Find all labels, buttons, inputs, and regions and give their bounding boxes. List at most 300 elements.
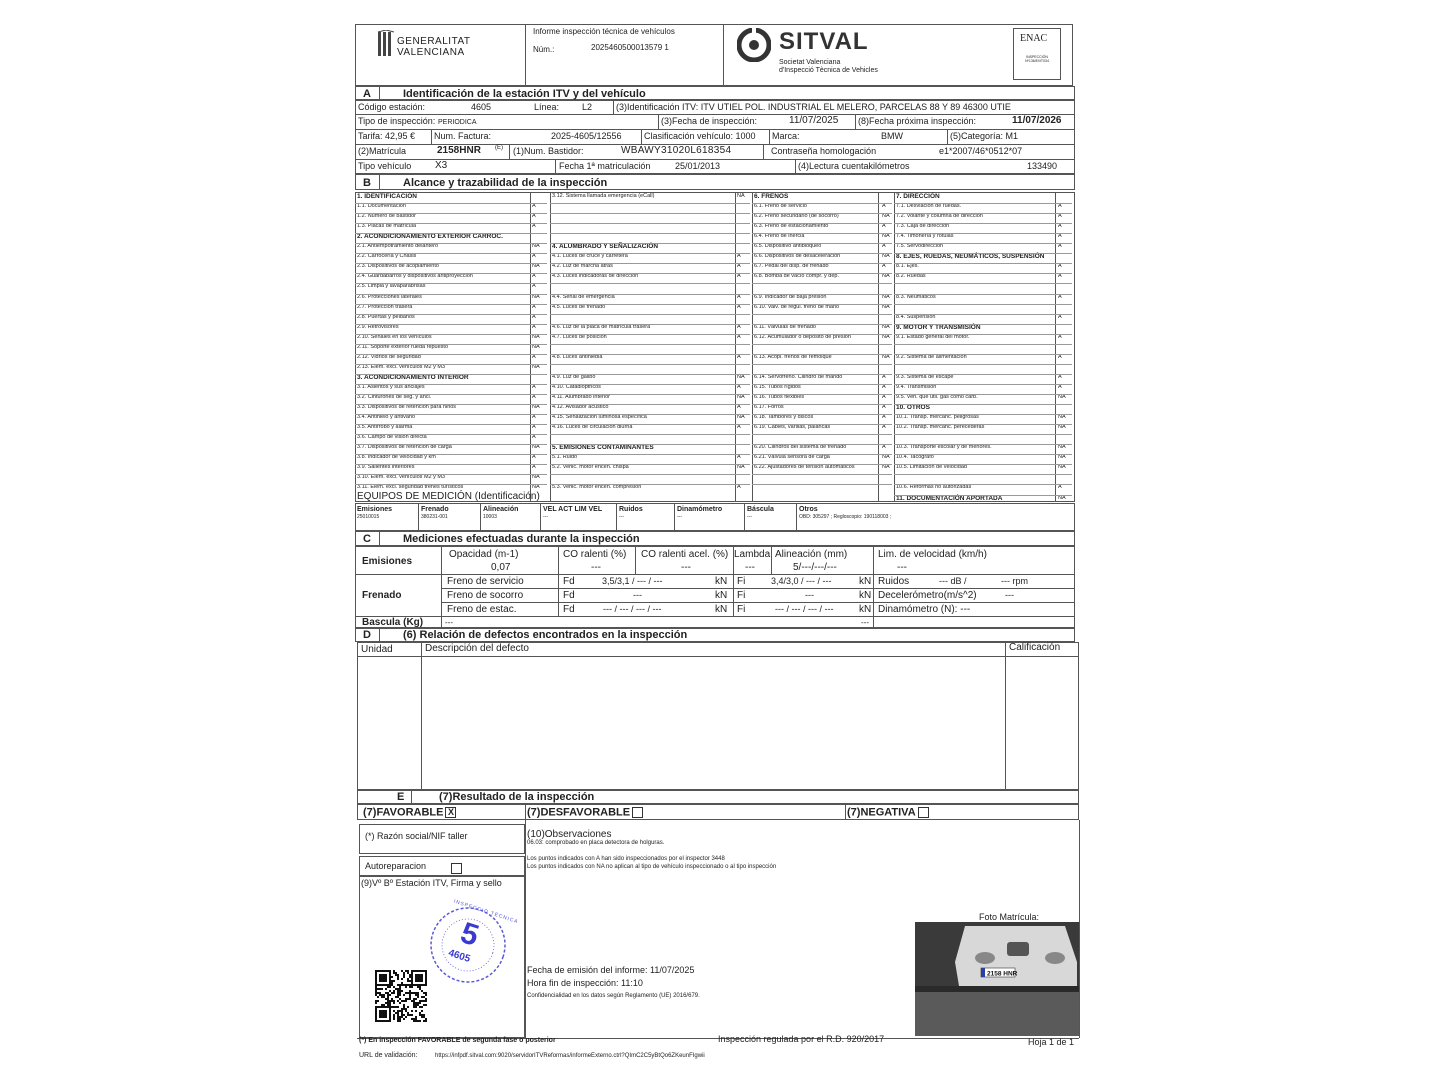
url-validacion-value[interactable]: https://infpdf.sitval.com:9020/servidorITVReformas/informeExterno.ctrl?QImC2C5yBtQo6ZKeunFIgwii: [435, 1053, 705, 1059]
checklist-item-label: 11. DOCUMENTACIÓN APORTADA: [896, 494, 1003, 502]
checklist-item-result: A: [1058, 233, 1062, 240]
checklist-item-result: A: [882, 404, 886, 411]
checklist-item-result: A: [1058, 383, 1062, 390]
checklist-item-label: 7.5. Servodirección: [896, 243, 944, 250]
checklist-item-label: 8. EJES, RUEDAS, NEUMÁTICOS, SUSPENSIÓN: [896, 253, 1045, 261]
checklist-item-result: NA: [532, 343, 540, 350]
tipo-inspeccion-value: PERIODICA: [438, 119, 477, 126]
checklist-item-label: 4.4. Señal de emergencia: [552, 293, 615, 300]
freno-servicio-fi: 3,4/3,0 / --- / ---: [771, 576, 832, 586]
checklist-item: [357, 365, 549, 371]
checklist-item: [754, 254, 894, 260]
checklist-item-label: 3.1. Asientos y sus anclajes: [357, 383, 425, 390]
checklist-item: [896, 485, 1074, 491]
checklist-item-label: 3.7. Dispositivos de retención de carga: [357, 444, 452, 451]
checklist-item: [552, 325, 752, 331]
checklist-item-result: NA: [1058, 394, 1066, 400]
checklist-item-result: NA: [1058, 454, 1066, 461]
sitval-logo-icon: [737, 28, 771, 67]
checklist-item-result: A: [532, 273, 536, 280]
checklist-item-label: 6.22. Ajustadores de tensión automáticos: [754, 464, 855, 471]
equipo-label: Frenado: [421, 506, 449, 513]
checklist-item-result: A: [532, 394, 536, 400]
checklist-item: [896, 405, 1074, 412]
checklist-item: [896, 214, 1074, 220]
frenado-label: Frenado: [362, 590, 402, 601]
checklist-item-label: 6.7. Pedal del disp. de frenado: [754, 263, 829, 270]
tipo-vehiculo-label: Tipo vehículo: [358, 161, 412, 171]
checklist-item: [896, 455, 1074, 461]
co-acel-label: CO ralenti acel. (%): [641, 549, 729, 560]
checklist-item-label: 1.1. Documentación: [357, 203, 406, 210]
checklist-item-label: 7.1. Desviación de ruedas.: [896, 203, 962, 210]
contrasena-homologacion-value: e1*2007/46*0512*07: [939, 146, 1023, 156]
checklist-item-label: 2.10. Señales en los vehículos: [357, 333, 432, 340]
checklist-item-label: 4.8. Luces antiniebla: [552, 353, 603, 360]
tarifa: Tarifa: 42,95 €: [358, 131, 416, 141]
checklist-item-label: 4.2. Luz de marcha atrás: [552, 263, 613, 270]
negativa-option[interactable]: [847, 807, 929, 818]
checklist-item: [896, 254, 1074, 261]
equipo-value: ---: [543, 514, 548, 520]
checklist-item: [896, 325, 1074, 332]
checklist-item-label: 4. ALUMBRADO Y SEÑALIZACIÓN: [552, 243, 659, 251]
checklist-item-label: 8.3. Neumáticos: [896, 293, 936, 300]
checklist-item-result: A: [1058, 333, 1062, 340]
fd-label-2: Fd: [563, 590, 575, 601]
checklist-item-label: 2.11. Soporte exterior rueda repuesto: [357, 343, 449, 350]
desfavorable-label: (7)DESFAVORABLE: [527, 806, 631, 819]
contrasena-homologacion-label: Contraseña homologación: [771, 146, 877, 156]
checklist-item: [754, 224, 894, 230]
checklist-item-label: 9.3. Sistema de escape: [896, 373, 954, 380]
checklist-item-label: 4.7. Luces de posición: [552, 333, 607, 340]
checklist-item-result: NA: [737, 414, 745, 421]
checklist-item: [357, 455, 549, 461]
enac-sub: INSPECCIÓN Nº136/EI/IT034: [1025, 55, 1049, 63]
checklist-item: [896, 385, 1074, 391]
checklist-item-label: 3.11. Elem. excl. seguridad trenes turísticos: [357, 484, 464, 491]
checklist-item-label: 4.10. Catadióptricos: [552, 383, 601, 390]
checklist-item: [754, 234, 894, 240]
razon-social-label: (*) Razón social/NIF taller: [365, 831, 468, 841]
checklist-item: [754, 425, 894, 431]
checklist-item: [754, 204, 894, 210]
checklist-item-result: A: [882, 444, 886, 451]
checklist-item-result: NA: [882, 213, 890, 220]
vehicle-photo: [915, 922, 1079, 1036]
checklist-item-result: A: [532, 303, 536, 310]
checklist-item-label: 6.11. Válvulas de frenado: [754, 323, 816, 330]
checklist-item-result: NA: [882, 454, 890, 461]
checklist-item: [552, 254, 752, 260]
checklist-item-result: A: [882, 263, 886, 270]
favorable-option[interactable]: [363, 807, 456, 818]
checklist-item-label: 6.10. Valv. de regul. freno de mano: [754, 303, 840, 310]
checklist-item-result: A: [532, 223, 536, 230]
checklist-item-result: NA: [737, 394, 745, 400]
checklist-item-label: 9.5. Veh. que util. gas como carb.: [896, 394, 978, 400]
checklist-item: [754, 355, 894, 361]
equipo-label: Emisiones: [357, 506, 393, 513]
checklist-item-label: 4.9. Luz de gálibo: [552, 373, 596, 380]
num-value: 2025460500013579 1: [591, 43, 669, 52]
equipo-value: 380231-001: [421, 514, 448, 520]
checklist-item: [754, 455, 894, 461]
checklist-item-result: NA: [532, 404, 540, 411]
fecha-inspeccion-value: 11/07/2025: [789, 115, 839, 126]
opacidad-label: Opacidad (m-1): [449, 549, 519, 560]
checklist-item-label: 9.1. Estado general del motor.: [896, 333, 970, 340]
checklist-item-label: 2.3. Dispositivos de acoplamiento: [357, 263, 439, 270]
checklist-item: [552, 445, 752, 452]
matricula-label: (2)Matrícula: [358, 146, 407, 156]
checklist-item-label: 10.6. Reformas no autorizadas: [896, 484, 972, 491]
confidencialidad: Confidencialidad en los datos según Reglamento (UE) 2016/679.: [527, 993, 700, 999]
checklist-item-result: A: [737, 404, 741, 411]
fecha-matriculacion-value: 25/01/2013: [675, 161, 721, 171]
checklist-item: [552, 194, 752, 200]
checklist-item: [896, 425, 1074, 431]
tipo-vehiculo-value: X3: [435, 160, 448, 171]
checklist-item-label: 4.5. Luces de frenado: [552, 303, 606, 310]
checklist-item: [754, 405, 894, 411]
checklist-item-result: A: [532, 283, 536, 290]
checklist-item: [357, 295, 549, 301]
checklist-item-label: 10.4. Tacógrafo: [896, 454, 934, 461]
checklist-item-label: 6.18. Tambores y discos: [754, 414, 814, 421]
vobo-label: (9)Vº Bº Estación ITV, Firma y sello: [361, 878, 502, 888]
checklist-item-result: NA: [1058, 444, 1066, 451]
checklist-item-result: A: [737, 333, 741, 340]
enac-label: ENAC: [1020, 33, 1048, 44]
checklist-item: [896, 264, 1074, 270]
checklist-item-label: 2.7. Protección trasera: [357, 303, 413, 310]
marca-value: BMW: [881, 131, 903, 141]
checklist-item-result: A: [882, 394, 886, 400]
checklist-item-label: 8.4. Suspensión: [896, 313, 936, 320]
checklist-item-result: A: [882, 373, 886, 380]
kn-label-2: kN: [859, 576, 872, 587]
stamp-text: INSPECCIÓ TÈCNICA: [452, 898, 520, 926]
checklist-item-result: A: [882, 424, 886, 431]
checklist-item-label: 6.16. Tubos flexibles: [754, 394, 805, 400]
sitval-sub1: Societat Valenciana: [779, 59, 841, 66]
checklist-item-label: 10. OTROS: [896, 404, 930, 412]
checklist-item-result: A: [1058, 313, 1062, 320]
checklist-item: [754, 274, 894, 280]
checklist-item-label: 6.2. Freno secundario (de socorro): [754, 213, 839, 220]
bascula-label: Bascula (Kg): [362, 617, 424, 628]
section-a-title: Identificación de la estación ITV y del vehículo: [403, 88, 646, 100]
checklist-item-label: 5.2. Vehic. motor encen. chispa: [552, 464, 629, 471]
checklist-item-result: NA: [532, 363, 540, 370]
checklist-item: [357, 315, 549, 321]
checklist-item-result: NA: [532, 293, 540, 300]
checklist-item: [357, 254, 549, 260]
checklist-item-result: A: [737, 353, 741, 360]
checklist-item-label: 6.13. Acopl. frenos de remolque: [754, 353, 832, 360]
checklist-item-label: 4.12. Avisador acústico: [552, 404, 609, 411]
checklist-item-result: A: [1058, 243, 1062, 250]
checklist-item-label: 6.1. Freno de servicio: [754, 203, 807, 210]
hora-fin-inspeccion: Hora fin de inspección: 11:10: [527, 978, 643, 988]
checklist-item-result: A: [532, 383, 536, 390]
checklist-item-result: NA: [882, 464, 890, 471]
checklist-item-label: 6.8. Bomba de vacío compr. y dep.: [754, 273, 839, 280]
desfavorable-option[interactable]: [527, 807, 643, 818]
checklist-item-label: 4.3. Luces indicadoras de dirección: [552, 273, 639, 280]
clasificacion-vehiculo: Clasificación vehículo: 1000: [644, 131, 756, 141]
checklist-item-label: 1.3. Placas de matrícula: [357, 223, 417, 230]
codigo-estacion-label: Código estación:: [358, 102, 426, 112]
checklist-item-result: NA: [737, 193, 745, 199]
regulada-text: Inspección regulada por el R.D. 920/2017: [718, 1034, 885, 1044]
section-b-title: Alcance y trazabilidad de la inspección: [403, 177, 608, 189]
section-c-title: Mediciones efectuadas durante la inspección: [403, 533, 640, 545]
checklist-item: [754, 244, 894, 250]
tipo-inspeccion-label: Tipo de inspección:: [358, 116, 436, 126]
matricula-value: 2158HNR: [437, 145, 481, 156]
checklist-item-label: 2.13. Elem. excl. vehículos M2 y M3: [357, 363, 446, 370]
checklist-item-label: 5.3. Vehic. motor encen. compresión: [552, 484, 642, 491]
checklist-item-label: 8.2. Ruedas: [896, 273, 926, 280]
fi-label-1: Fi: [737, 576, 746, 587]
checklist-item: [754, 445, 894, 451]
checklist-item: [357, 375, 549, 382]
co-ralenti-value: ---: [591, 562, 601, 573]
checklist-item: [552, 355, 752, 361]
checklist-item-result: A: [532, 464, 536, 471]
section-c-letter: C: [363, 533, 371, 545]
fecha-emision: Fecha de emisión del informe: 11/07/2025: [527, 965, 695, 975]
checklist-item: [357, 194, 549, 201]
lim-velocidad-label: Lim. de velocidad (km/h): [878, 549, 987, 560]
checklist-item-result: NA: [737, 373, 745, 380]
checklist-item-label: 6.6. Dispositivos de desaceleración: [754, 253, 841, 260]
checklist-item-result: A: [532, 353, 536, 360]
inspection-report-page: [345, 8, 1085, 1070]
descripcion-header: Descripción del defecto: [425, 643, 529, 654]
desfavorable-checkbox[interactable]: [632, 807, 643, 818]
ruidos-db: --- dB /: [939, 576, 967, 586]
checklist-item-label: 6. FRENOS: [754, 193, 789, 200]
checklist-item-label: 3.4. Antihielo y antivaho: [357, 414, 416, 421]
checklist-item-label: 7.3. Caja de dirección: [896, 223, 950, 230]
sitval-name: SITVAL: [779, 28, 869, 55]
checklist-item: [896, 465, 1074, 471]
section-e-title: (7)Resultado de la inspección: [439, 791, 595, 803]
footer-note: (*) En inspección FAVORABLE de segunda fase o posterior: [359, 1037, 556, 1044]
checklist-item: [754, 395, 894, 401]
checklist-item: [357, 305, 549, 311]
equipo-label: VEL ACT LIM VEL: [543, 506, 603, 513]
checklist-item-result: A: [737, 263, 741, 270]
section-d-title: (6) Relación de defectos encontrados en la inspección: [403, 629, 688, 641]
checklist-item-label: 3.9. Salientes interiores: [357, 464, 415, 471]
lambda-label: Lambda: [734, 549, 771, 560]
fd-label-1: Fd: [563, 576, 575, 587]
matricula-superscript: (E): [495, 145, 503, 151]
checklist-item-label: 3.12. Sistema llamada emergencia (eCall): [552, 193, 655, 199]
checklist-item: [357, 385, 549, 391]
ruidos-label: Ruidos: [878, 576, 910, 587]
checklist-item-result: A: [737, 383, 741, 390]
checklist-item-result: A: [737, 253, 741, 260]
checklist-item: [754, 214, 894, 220]
bascula-value-2: ---: [861, 618, 869, 627]
checklist-item: [896, 395, 1074, 401]
section-d-letter: D: [363, 629, 371, 641]
checklist-item-result: A: [737, 273, 741, 280]
stamp-code: 4605: [446, 947, 472, 966]
equipo-value: 10003: [483, 514, 497, 520]
section-e-letter: E: [397, 791, 405, 803]
checklist-item-result: A: [882, 203, 886, 210]
equipo-label: Ruidos: [619, 506, 643, 513]
codigo-estacion-value: 4605: [471, 102, 492, 112]
checklist-item-result: NA: [882, 233, 890, 240]
checklist-item-label: 6.12. Acumulador o depósito de presión: [754, 333, 851, 340]
equipo-value: OBD: 305297 ; Regloscopio: 190118003 ;: [799, 514, 892, 520]
equipo-value: ---: [677, 514, 682, 520]
checklist-item: [357, 274, 549, 280]
checklist-item: [357, 425, 549, 431]
favorable-label: (7)FAVORABLE: [363, 806, 444, 819]
checklist-item-result: A: [532, 434, 536, 441]
checklist-item: [357, 345, 549, 351]
num-factura-value: 2025-4605/12556: [551, 131, 622, 141]
checklist-item: [357, 335, 549, 341]
favorable-checkbox[interactable]: X: [445, 807, 456, 818]
checklist-item-result: NA: [882, 293, 890, 300]
fecha-proxima-value: 11/07/2026: [1012, 115, 1062, 126]
gv-name-line2: VALENCIANA: [397, 47, 465, 58]
checklist-item: [754, 335, 894, 341]
redacted-area: [909, 820, 1079, 920]
checklist-item-result: A: [532, 424, 536, 431]
checklist-item: [552, 405, 752, 411]
checklist-item-label: 6.15. Tubos rígidos: [754, 383, 801, 390]
checklist-item: [754, 305, 894, 311]
kn-label-4: kN: [859, 590, 872, 601]
kn-label-5: kN: [715, 604, 728, 615]
checklist-item-label: 5.1. Ruido: [552, 454, 578, 461]
checklist-item-label: 3.6. Campo de visión directa: [357, 434, 427, 441]
num-label: Núm.:: [533, 45, 555, 54]
fecha-matriculacion-label: Fecha 1ª matriculación: [559, 161, 651, 171]
checklist-item-result: A: [737, 293, 741, 300]
lambda-value: ---: [745, 562, 755, 573]
checklist-item: [552, 385, 752, 391]
checklist-item-result: A: [532, 454, 536, 461]
checklist-item-label: 9.2. Sistema de alimentación: [896, 353, 967, 360]
fi-label-2: Fi: [737, 590, 746, 601]
categoria: (5)Categoría: M1: [950, 131, 1019, 141]
checklist-item-label: 4.11. Alumbrado interior: [552, 394, 610, 400]
equipo-value: ---: [747, 514, 752, 520]
emisiones-label: Emisiones: [362, 556, 413, 567]
checklist-item: [754, 295, 894, 301]
checklist-item-label: 10.2. Transp. mercanc. perecederas: [896, 424, 985, 431]
freno-socorro-fi: ---: [805, 590, 814, 600]
checklist-item-result: A: [882, 383, 886, 390]
foto-matricula-label: Foto Matrícula:: [979, 912, 1040, 922]
checklist-item-label: 6.9. Indicador de baja presión: [754, 293, 827, 300]
checklist-item-label: 4.1. Luces de cruce y carretera: [552, 253, 628, 260]
co-acel-value: ---: [681, 562, 691, 573]
checklist-item-label: 10.3. Transporte escolar y de menores.: [896, 444, 992, 451]
freno-estac-label: Freno de estac.: [447, 604, 517, 615]
freno-servicio-label: Freno de servicio: [447, 576, 524, 587]
alineacion-label: Alineación (mm): [775, 549, 848, 560]
equipo-label: Otros: [799, 506, 818, 513]
checklist-item-label: 4.15. Señalización luminosa específica: [552, 414, 647, 421]
url-validacion-label: URL de validación:: [359, 1052, 418, 1059]
negativa-checkbox[interactable]: [918, 807, 929, 818]
observaciones-label: (10)Observaciones: [527, 829, 612, 840]
checklist-item: [357, 224, 549, 230]
linea-value: L2: [582, 102, 593, 112]
checklist-item-label: 6.19. Cables, varillas, palancas: [754, 424, 831, 431]
checklist-item-label: 7.4. Timonería y rótulas: [896, 233, 954, 240]
checklist-item-label: 1.2. Número de bastidor: [357, 213, 417, 220]
checklist-item-label: 6.5. Dispositivo antibloqueo: [754, 243, 822, 250]
linea-label: Línea:: [534, 102, 560, 112]
checklist-item-label: 2.1. Antiempotramiento delantero: [357, 243, 439, 250]
checklist-item: [357, 475, 549, 481]
checklist-item: [552, 425, 752, 431]
checklist-item: [357, 445, 549, 451]
stamp-number: 5: [456, 916, 483, 953]
checklist-item-label: 3.2. Cinturones de seg. y ancl.: [357, 394, 432, 400]
checklist-item: [754, 385, 894, 391]
freno-socorro-fd: ---: [633, 590, 642, 600]
checklist-item: [552, 295, 752, 301]
identificacion-itv: (3)Identificación ITV: ITV UTIEL POL. INDUSTRIAL EL MELERO, PARCELAS 88 Y 89 46300 UTIE: [616, 102, 1011, 112]
checklist-item-label: 2.9. Retrovisores: [357, 323, 399, 330]
checklist-item-label: 2.5. Limpia y lavaparabrisas: [357, 283, 426, 290]
defectos-table: [357, 642, 1079, 790]
resultado-row: [357, 804, 1079, 820]
checklist-item: [552, 415, 752, 421]
checklist-item-result: A: [1058, 484, 1062, 491]
checklist-item-label: 2.4. Guardabarros y dispositivos antiproyección: [357, 273, 473, 280]
checklist-item: [754, 375, 894, 381]
checklist-item: [754, 415, 894, 421]
checklist-item: [357, 204, 549, 210]
checklist-item-result: NA: [532, 263, 540, 270]
checklist-item: [357, 465, 549, 471]
checklist-item-result: A: [532, 313, 536, 320]
checklist-item-result: A: [737, 303, 741, 310]
observacion-1: 06.03: comprobado en placa detectora de holguras.: [527, 840, 665, 846]
checklist-item-result: NA: [1058, 424, 1066, 431]
opacidad-value: 0,07: [491, 562, 511, 573]
hoja-text: Hoja 1 de 1: [1028, 1037, 1075, 1047]
checklist-item-result: A: [1058, 263, 1062, 270]
checklist-item: [552, 395, 752, 401]
fecha-inspeccion-label: (3)Fecha de inspección:: [661, 116, 758, 126]
checklist-item: [552, 305, 752, 311]
freno-socorro-label: Freno de socorro: [447, 590, 524, 601]
bascula-value: ---: [445, 618, 453, 627]
checklist-item-label: 3. ACONDICIONAMIENTO INTERIOR: [357, 373, 469, 381]
section-a-letter: A: [363, 88, 371, 100]
section-b-letter: B: [363, 177, 371, 189]
checklist-item: [754, 325, 894, 331]
checklist-item: [357, 355, 549, 361]
